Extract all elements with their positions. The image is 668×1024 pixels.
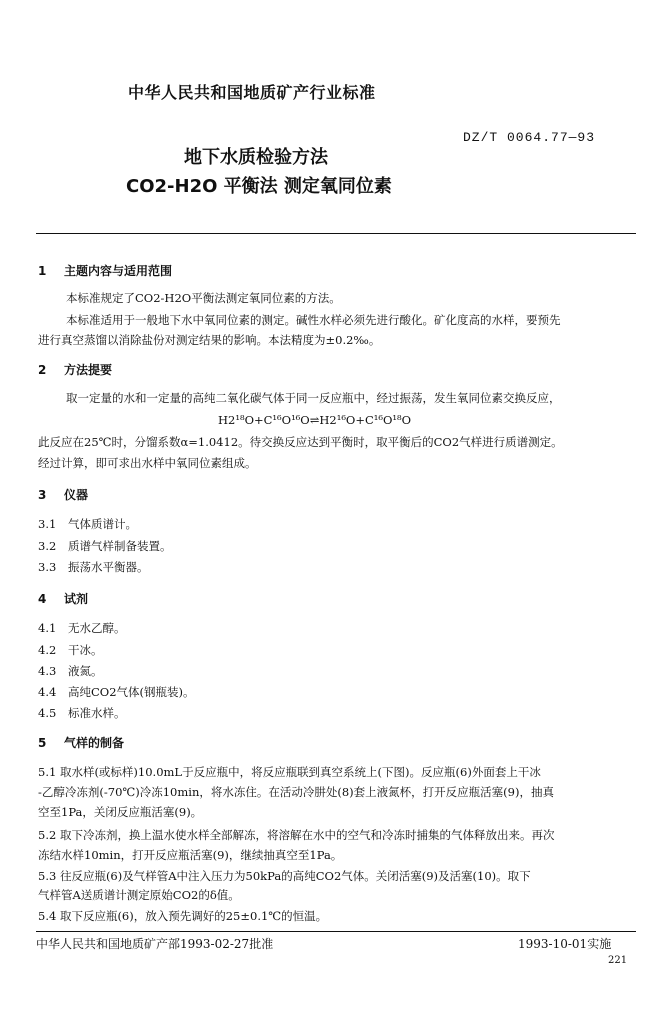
paragraph: 此反应在25℃时，分馏系数α=1.0412。待交换反应达到平衡时，取平衡后的CO2气样进行质谱测定。 [38,435,563,449]
implementation-date: 1993-10-01实施 [518,937,612,951]
list-item [38,538,172,554]
section-title: 方法提要 [64,363,113,377]
item-text: 干冰。 [68,643,103,657]
list-item [38,516,137,532]
standard-code: DZ/T 0064.77—93 [463,130,596,145]
paragraph: 本标准适用于一般地下水中氧同位素的测定。碱性水样必须先进行酸化。矿化度高的水样，要预先 [66,313,561,327]
item-number: 4.3 [38,664,57,678]
section-title: 试剂 [64,592,89,606]
paragraph: 经过计算，即可求出水样中氧同位素组成。 [38,456,257,470]
document-subtitle: CO2-H2O 平衡法 测定氧同位素 [126,176,392,197]
list-item [38,642,103,658]
paragraph: 本标准规定了CO2-H2O平衡法测定氧同位素的方法。 [66,291,341,305]
item-number: 3.1 [38,517,57,531]
list-item [38,663,103,679]
section-4-heading [38,590,88,607]
issuing-agency: 中华人民共和国地质矿产行业标准 [128,83,376,102]
item-number: 4.5 [38,706,57,720]
item-text: 液氮。 [68,664,103,678]
paragraph: 取一定量的水和一定量的高纯二氧化碳气体于同一反应瓶中，经过振荡，发生氧同位素交换反应， [66,391,561,405]
paragraph: 冻结水样10min，打开反应瓶活塞(9)，继续抽真空至1Pa。 [38,848,343,862]
item-text: 振荡水平衡器。 [68,560,149,574]
paragraph: 5.2 取下冷冻剂，换上温水使水样全部解冻，将溶解在水中的空气和冷冻时捕集的气体释放出来。再次 [38,828,555,842]
list-item [38,705,126,721]
item-text: 高纯CO2气体(钢瓶装)。 [68,685,195,699]
list-item [38,684,195,700]
paragraph: 5.3 往反应瓶(6)及气样管A中注入压力为50kPa的高纯CO2气体。关闭活塞(9)及活塞(10)。取下 [38,869,531,883]
item-text: 气体质谱计。 [68,517,137,531]
item-number: 4.1 [38,621,57,635]
item-text: 质谱气样制备装置。 [68,539,172,553]
exchange-equation: H2¹⁸O+C¹⁶O¹⁶O⇌H2¹⁶O+C¹⁶O¹⁸O [218,413,412,427]
paragraph: -乙醇冷冻剂(-70℃)冷冻10min，将水冻住。在活动冷肼处(8)套上液氮杯，打开反应瓶活塞(9)，抽真 [38,785,554,799]
item-number: 4.4 [38,685,57,699]
section-5-heading [38,734,124,751]
section-number: 5 [38,736,47,750]
paragraph: 5.4 取下反应瓶(6)，放入预先调好的25±0.1℃的恒温。 [38,909,328,923]
paragraph: 5.1 取水样(或标样)10.0mL于反应瓶中，将反应瓶联到真空系统上(下图)。反应瓶(6)外面套上干冰 [38,765,541,779]
section-3-heading [38,486,88,503]
section-title: 主题内容与适用范围 [64,264,173,278]
paragraph: 空至1Pa，关闭反应瓶活塞(9)。 [38,805,203,819]
item-text: 无水乙醇。 [68,621,126,635]
approval-date: 中华人民共和国地质矿产部1993-02-27批准 [36,937,274,951]
page-number: 221 [608,955,628,966]
section-number: 4 [38,592,47,606]
section-title: 仪器 [64,488,89,502]
item-number: 4.2 [38,643,57,657]
section-number: 2 [38,363,47,377]
section-number: 1 [38,264,47,278]
section-1-heading [38,262,172,279]
paragraph: 气样管A送质谱计测定原始CO2的δ值。 [38,888,240,902]
list-item [38,559,149,575]
bottom-divider [36,931,636,932]
paragraph: 进行真空蒸馏以消除盐份对测定结果的影响。本法精度为±0.2‰。 [38,333,381,347]
section-title: 气样的制备 [64,736,125,750]
section-number: 3 [38,488,47,502]
section-2-heading [38,361,112,378]
item-number: 3.3 [38,560,57,574]
top-divider [36,233,636,234]
item-number: 3.2 [38,539,57,553]
list-item [38,620,126,636]
item-text: 标准水样。 [68,706,126,720]
document-title: 地下水质检验方法 [184,147,328,168]
